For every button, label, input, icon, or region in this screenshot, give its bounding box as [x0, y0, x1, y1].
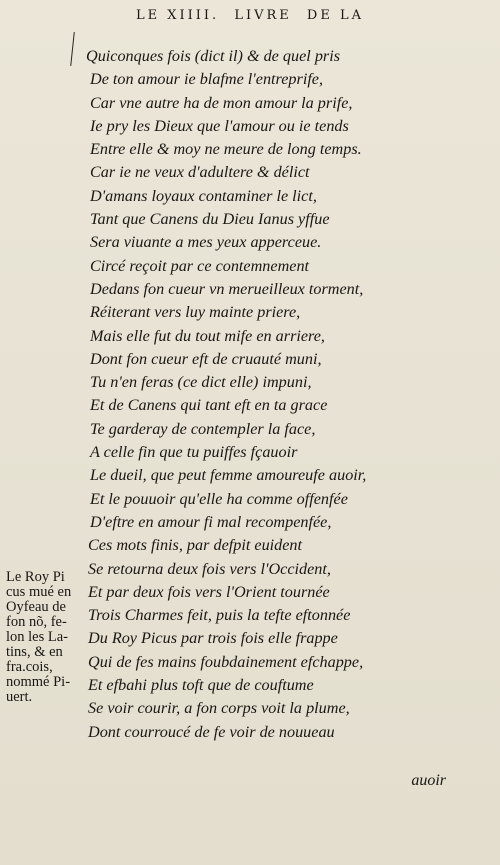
poem-line: Mais elle fut du tout mife en arriere, [90, 326, 325, 345]
poem-line: D'amans loyaux contaminer le lict, [90, 186, 317, 205]
poem-line: Quiconques fois (dict il) & de quel pris [86, 47, 341, 65]
poem-line: Entre elle & moy ne meure de long temps. [90, 140, 362, 159]
poem-line: Tant que Canens du Dieu Ianus yffue [90, 210, 330, 229]
poem-line: Circé reçoit par ce contemnement [90, 256, 310, 275]
header-book-number: LE XIIII. [136, 8, 220, 23]
poem-line: Dont fon cueur eft de cruauté muni, [90, 349, 322, 368]
poem-line: Te garderay de contempler la face, [90, 419, 316, 438]
margin-note-line: fon nõ, fe- [6, 614, 67, 630]
running-header [0, 8, 500, 23]
poem-line: Tu n'en feras (ce dict elle) impuni, [90, 373, 312, 392]
margin-note-line: uert. [6, 689, 33, 705]
poem-line: Réiterant vers luy mainte priere, [90, 303, 301, 322]
poem-line: Ie pry les Dieux que l'amour ou ie tends [90, 116, 349, 135]
poem-line: Du Roy Picus par trois fois elle frappe [88, 629, 338, 648]
margin-note-line: tins, & en [6, 644, 63, 660]
poem-line: Sera viuante a mes yeux apperceue. [90, 233, 322, 252]
margin-note-line: lon les La- [6, 629, 69, 645]
poem-line: Qui de fes mains foubdainement efchappe, [88, 652, 364, 671]
margin-note-line: nommé Pi- [6, 674, 71, 690]
margin-note-line: Le Roy Pi [6, 569, 65, 585]
poem-line: Se voir courir, a fon corps voit la plume, [88, 699, 350, 718]
margin-note-line: cus mué en [6, 584, 72, 600]
poem-line: Et efbahi plus toft que de couftume [88, 676, 314, 695]
margin-note-line: Oyfeau de [6, 599, 66, 615]
poem-line: Et de Canens qui tant eft en ta grace [90, 396, 328, 415]
poem-line: Et le pouuoir qu'elle ha comme offenfée [90, 489, 348, 508]
ink-mark [70, 32, 75, 66]
poem-line: Et par deux fois vers l'Orient tournée [88, 582, 330, 601]
margin-note [6, 570, 92, 705]
header-de-la: DE LA [306, 8, 364, 23]
header-livre: LIVRE [234, 8, 292, 23]
poem-line: Trois Charmes feit, puis la tefte eftonnée [88, 606, 351, 625]
poem-line: A celle fin que tu puiffes fçauoir [90, 443, 298, 462]
poem-line: Car vne autre ha de mon amour la prife, [90, 93, 353, 112]
poem-line: Dedans fon cueur vn merueilleux torment, [90, 279, 364, 298]
margin-note-line: fra.cois, [6, 659, 53, 675]
catchword: auoir [411, 772, 446, 789]
poem-line: D'eftre en amour fi mal recompenfée, [90, 512, 332, 531]
poem-text [86, 45, 496, 744]
poem-line: De ton amour ie blafme l'entreprife, [90, 70, 324, 89]
poem-line: Dont courroucé de fe voir de nouueau [88, 722, 335, 741]
poem-line: Ces mots finis, par defpit euident [88, 536, 303, 555]
poem-line: Car ie ne veux d'adultere & délict [90, 163, 310, 182]
poem-line: Le dueil, que peut femme amoureufe auoir, [90, 466, 367, 485]
poem-line: Se retourna deux fois vers l'Occident, [88, 559, 331, 578]
